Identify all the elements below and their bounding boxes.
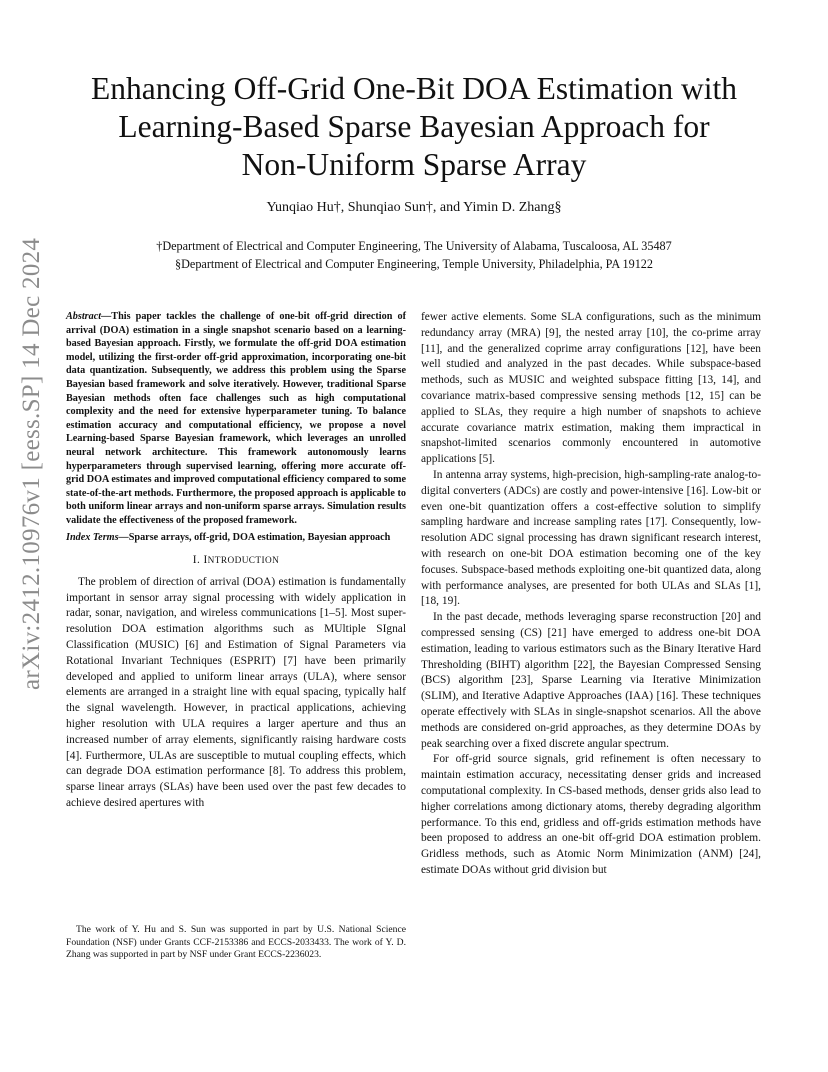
affiliation-2: §Department of Electrical and Computer Engineering, Temple University, Philadelphia, PA 19122 [175, 257, 653, 271]
right-column [421, 310, 761, 879]
index-terms [66, 531, 406, 545]
author-list: Yunqiao Hu†, Shunqiao Sun†, and Yimin D. Zhang§ [266, 200, 562, 215]
body-paragraph: In the past decade, methods leveraging sparse reconstruction [20] and compressed sensing (CS) [21] have emerged to address one-bit DOA estimation, leading to various estimators such as the Binary Iterative Hard Thresholding (BIHT) algorithm [22], the Bayesian Compressed Sensing (BCS) algorithm [23], Sparse Learning via Iterative Minimization (SLIM), and Iterative Adaptive Approaches (IAA) [16]. These techniques operate effectively with SLAs in single-snapshot scenarios. All the above methods are considered on-grid approaches, as they determine DOAs by peak searching over a fixed discrete angular spectrum. [421, 611, 761, 750]
abstract [66, 310, 406, 528]
title-line-2: Learning-Based Sparse Bayesian Approach for [118, 109, 710, 144]
abstract-label: Abstract— [66, 311, 112, 322]
body-paragraph: For off-grid source signals, grid refinement is often necessary to maintain estimation accuracy, necessitating denser grids and increased computational complexity. In CS-based methods, denser grids also lead to higher correlations among dictionary atoms, thereby degrading algorithm performance. To this end, gridless and off-grids estimation methods have been proposed to address an one-bit off-grid DOA estimation problem. Gridless methods, such as Atomic Norm Minimization (ANM) [24], estimate DOAs without grid division but [421, 753, 761, 876]
body-paragraph: The problem of direction of arrival (DOA) estimation is fundamentally important in sensor array signal processing with widely application in radar, sonar, navigation, and wireless communications [1–5]. Most super-resolution DOA estimation algorithms such as MUltiple SIgnal Classification (MUSIC) [6] and Estimation of Signal Parameters via Rotational Invariant Techniques (ESPRIT) [7] have been primarily developed and applied to uniform linear arrays (ULA), where sensor elements are arranged in a straight line with equal spacing, typically half the signal wavelength. However, in practical applications, achieving higher resolution with ULA requires a larger aperture and thus an increased number of array elements, significantly raising hardware costs [4]. Furthermore, ULAs are susceptible to mutual coupling effects, which can degrade DOA estimation performance [8]. To address this problem, sparse linear arrays (SLAs) have been used over the past few decades to achieve desired apertures with [66, 575, 406, 810]
footnote-text: The work of Y. Hu and S. Sun was supported in part by U.S. National Science Foundation (NSF) under Grants CCF-2153386 and ECCS-2033433. The work of Y. D. Zhang was supported in part by NSF under Grant ECCS-2236023. [66, 924, 406, 961]
body-paragraph: fewer active elements. Some SLA configurations, such as the minimum redundancy array (MRA) [9], the nested array [10], the co-prime array [11], and the generalized coprime array configurations [12], have been well studied and analyzed in the past decades. While subspace-based methods, such as MUSIC and weighted subspace fitting [13, 14], and covariance matrix-based compressive sensing methods [12, 15] can be applied to SLAs, they require a high number of snapshots to achieve accurate covariance matrix estimation, making them impractical in snapshot-limited scenarios commonly encountered in automotive applications [5]. [421, 311, 761, 466]
arxiv-stamp[interactable]: arXiv:2412.10976v1 [eess.SP] 14 Dec 2024 [18, 237, 45, 690]
body-paragraph: In antenna array systems, high-precision, high-sampling-rate analog-to-digital converters (ADCs) are costly and power-intensive [16]. Low-bit or even one-bit quantization offers a cost-effective solution to simplify sampling hardware and increase sampling rates [17]. Consequently, low-resolution ADC signal processing has drawn significant research interest, with research on one-bit DOA estimation becoming one of the key focuses. Subspace-based methods exploiting one-bit quantized data, along with performance analyses, are presented for both ULAs and SLAs [1], [18, 19]. [421, 468, 761, 608]
paper-title [60, 70, 768, 184]
funding-footnote [66, 924, 406, 962]
affiliation-1: †Department of Electrical and Computer Engineering, The University of Alabama, Tuscaloosa, AL 35487 [156, 239, 672, 253]
affiliations [60, 237, 768, 273]
title-line-3: Non-Uniform Sparse Array [241, 147, 587, 182]
index-terms-label: Index Terms— [66, 531, 129, 543]
left-column [66, 310, 406, 812]
section-heading: I. INTRODUCTION [192, 554, 280, 567]
index-terms-text: Sparse arrays, off-grid, DOA estimation, Bayesian approach [128, 531, 391, 543]
title-line-1: Enhancing Off-Grid One-Bit DOA Estimation with [91, 71, 737, 106]
abstract-text: This paper tackles the challenge of one-bit off-grid direction of arrival (DOA) estimation in a single snapshot scenario based on a learning-based Bayesian approach. Firstly, we formulate the off-grid DOA estimation model, utilizing the first-order off-grid approximation, incorporating one-bit data quantization. Subsequently, we address this problem using the Sparse Bayesian based framework and solve iteratively. However, traditional Sparse Bayesian methods often face challenges such as high computational complexity and the need for extensive hyperparameter tuning. To balance estimation accuracy and computational efficiency, we propose a novel Learning-based Sparse Bayesian framework, which leverages an unrolled neural network architecture. This framework autonomously learns hyperparameters through supervised learning, offering more accurate off-grid DOA estimates and improved computational efficiency compared to some state-of-the-art methods. Furthermore, the proposed approach is applicable to both uniform linear arrays and non-uniform sparse arrays. Simulation results validate the effectiveness of the proposed framework. [66, 311, 406, 526]
